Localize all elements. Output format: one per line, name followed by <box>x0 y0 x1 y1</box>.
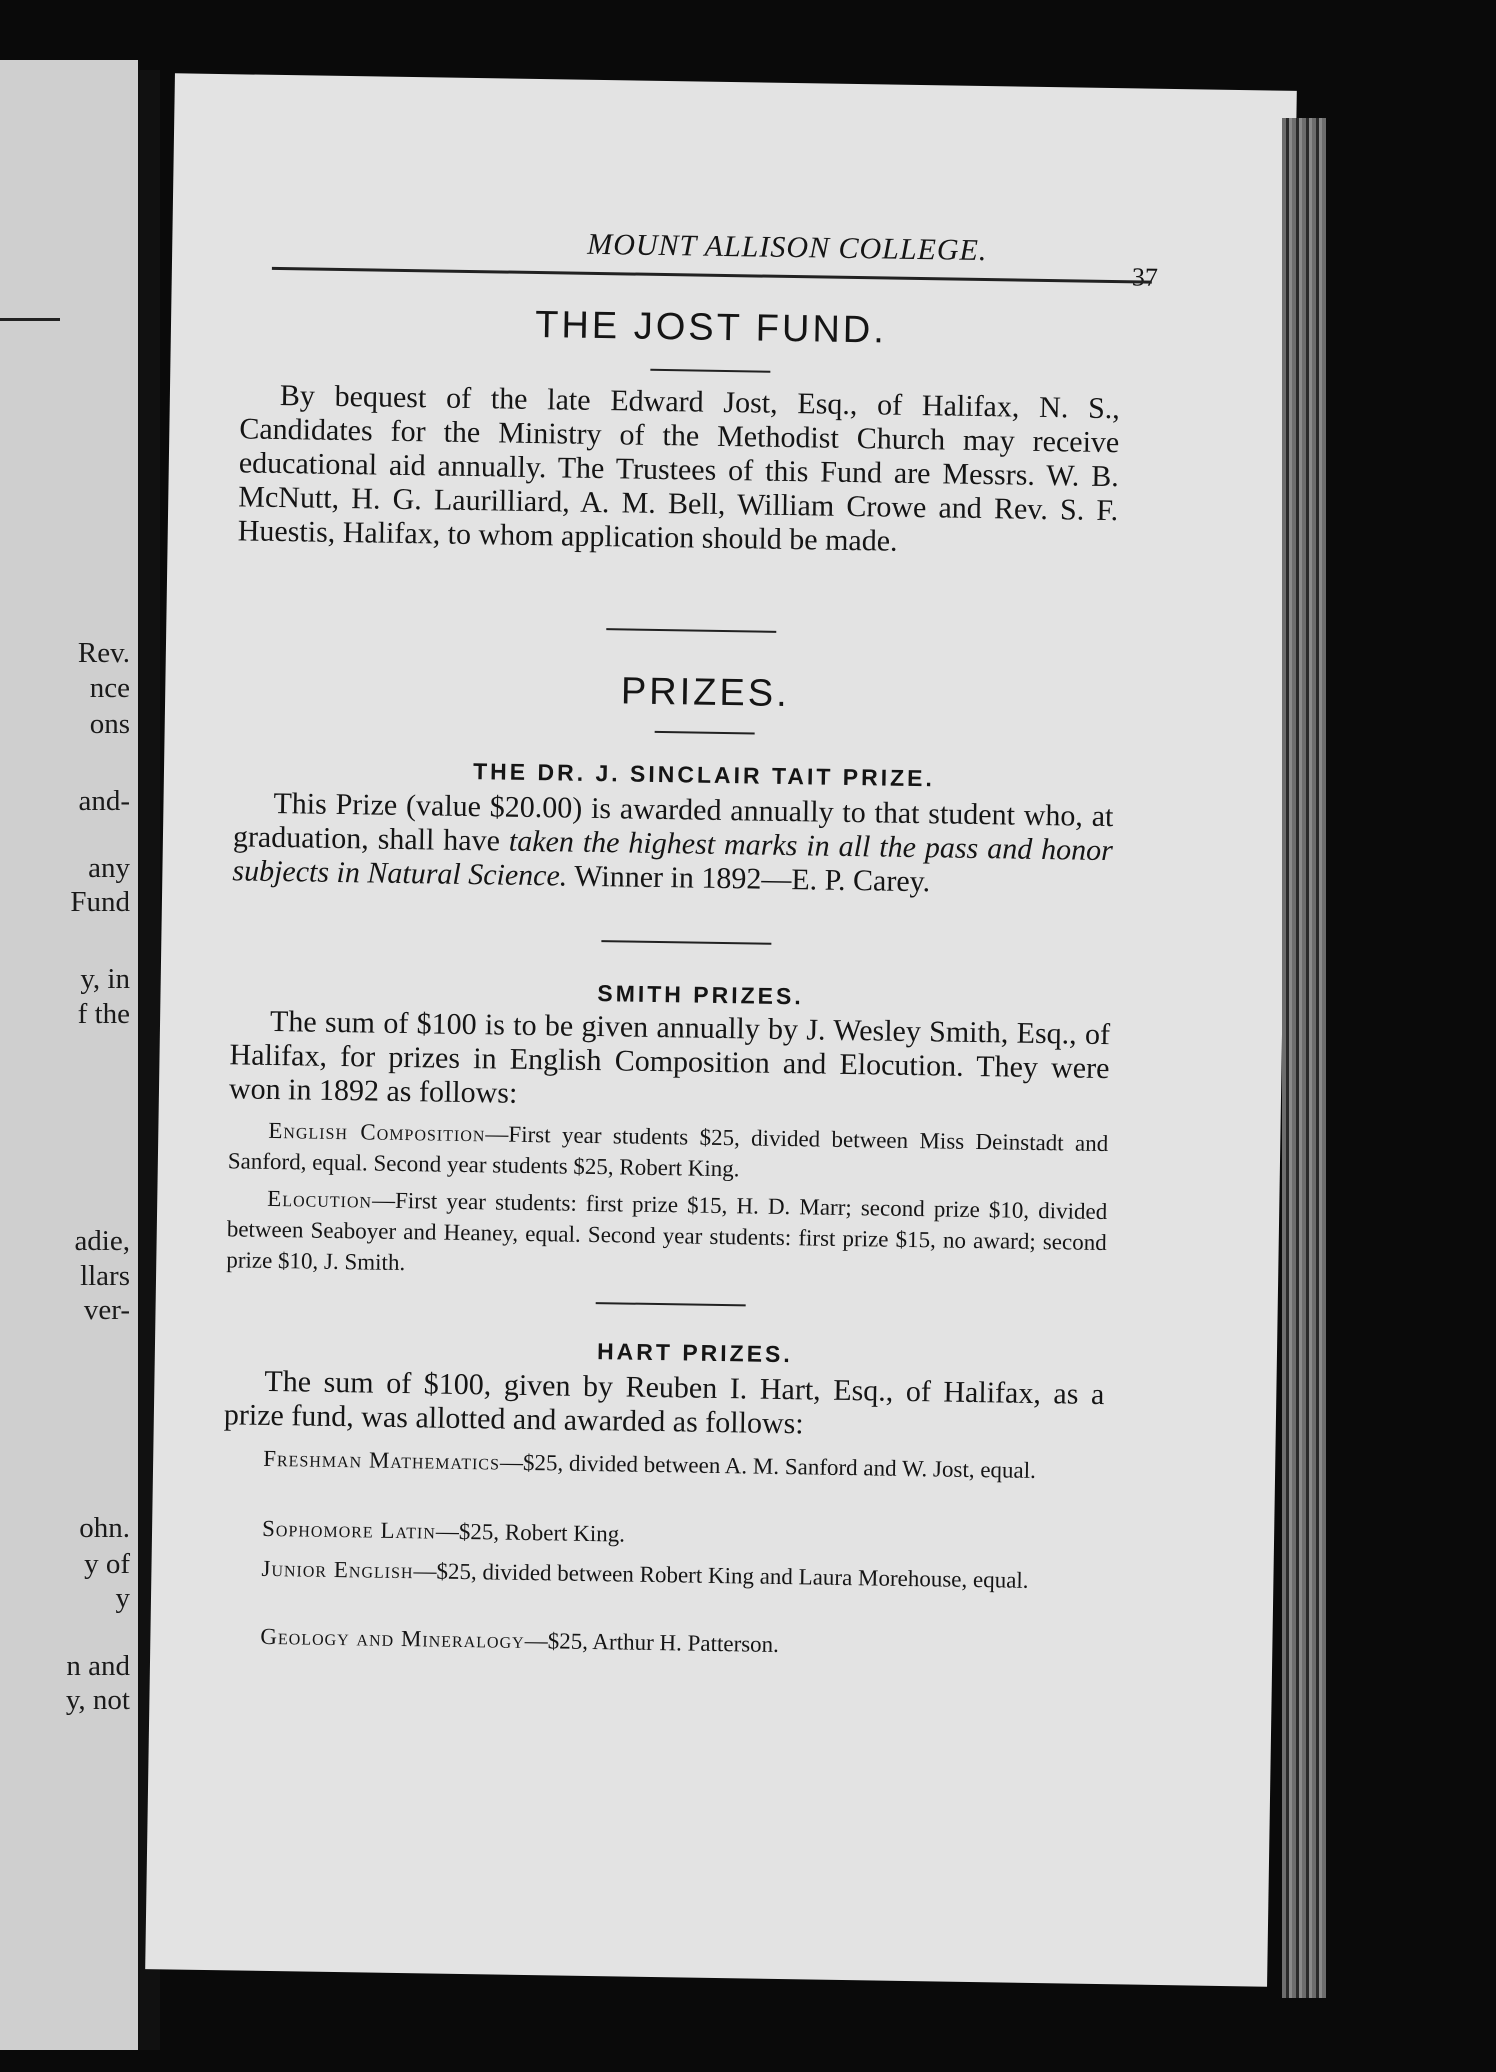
left-page-fragment: Rev. <box>77 637 130 669</box>
tait-prize-text: This Prize (value $20.00) is awarded annually to that student who, at graduation, shall have <box>232 786 1114 858</box>
header-rule <box>272 267 1152 284</box>
prizes-heading: PRIZES. <box>620 670 791 716</box>
entry-label: English Composition <box>268 1117 486 1147</box>
left-page-fragment: llars <box>80 1260 130 1292</box>
left-page-fragment: and- <box>78 785 130 817</box>
hart-prize-entry <box>223 1442 1103 1487</box>
smith-prize-entry <box>226 1182 1107 1289</box>
entry-label: Junior English <box>261 1555 414 1584</box>
page-stack-edge <box>1282 118 1326 1998</box>
hart-prize-entry <box>220 1620 1100 1665</box>
left-page-fragment: y <box>115 1582 130 1614</box>
left-page-fragment: n and <box>66 1650 130 1682</box>
smith-prizes-paragraph: The sum of $100 is to be given annually by J. Wesley Smith, Esq., of Halifax, for prizes in English Composition and Elocution. They were won in 1892 as follows: <box>228 1004 1111 1110</box>
divider-rule <box>655 731 755 735</box>
left-facing-page <box>0 60 138 2050</box>
tait-prize-heading: THE DR. J. SINCLAIR TAIT PRIZE. <box>472 758 936 792</box>
jost-fund-heading: THE JOST FUND. <box>534 303 888 352</box>
left-page-fragment: nce <box>89 672 130 704</box>
divider-rule <box>650 369 770 373</box>
smith-prizes-heading: SMITH PRIZES. <box>597 980 804 1010</box>
left-page-fragment: ver- <box>83 1294 130 1326</box>
left-page-fragment: f the <box>77 998 130 1030</box>
entry-text: —First year students $25, divided between Miss Deinstadt and Sanford, equal. Second year students $25, Robert King. <box>227 1121 1109 1182</box>
entry-label: Sophomore Latin <box>261 1515 437 1544</box>
tait-prize-paragraph <box>232 786 1113 902</box>
hart-prize-entry <box>222 1512 1102 1557</box>
left-page-fragment: y, not <box>65 1684 130 1716</box>
entry-label: Elocution <box>267 1185 373 1213</box>
left-page-fragment: adie, <box>74 1225 130 1257</box>
hart-prize-entry <box>221 1552 1101 1597</box>
left-page-fragment: y, in <box>80 963 130 995</box>
entry-text: —$25, divided between Robert King and Laura Morehouse, equal. <box>413 1558 1029 1593</box>
entry-label: Freshman Mathematics <box>263 1445 501 1475</box>
entry-label: Geology and Mineralogy <box>260 1623 525 1653</box>
hart-prizes-heading: HART PRIZES. <box>596 1338 793 1368</box>
entry-text: —$25, Robert King. <box>435 1518 626 1547</box>
left-page-fragment: y of <box>84 1548 130 1580</box>
tait-prize-criteria: taken the highest marks in all the pass and honor subjects in Natural Science. <box>232 824 1114 893</box>
hart-prizes-paragraph: The sum of $100, given by Reuben I. Hart, Esq., of Halifax, as a prize fund, was allotted and awarded as follows: <box>223 1364 1105 1441</box>
tait-prize-winner: Winner in 1892—E. P. Carey. <box>567 859 931 899</box>
divider-rule <box>606 628 776 633</box>
left-page-fragment: ohn. <box>79 1512 130 1544</box>
page-number: 37 <box>1131 262 1159 292</box>
entry-text: —First year students: first prize $15, H. D. Marr; second prize $10, divided between Seaboyer and Heaney, equal. Second year students: first prize $15, no award; second prize $10, J. Smith. <box>226 1187 1108 1276</box>
smith-prize-entry <box>228 1114 1109 1190</box>
entry-text: —$25, Arthur H. Patterson. <box>524 1627 780 1657</box>
book-page <box>145 73 1297 1986</box>
left-page-fragment: Fund <box>70 886 130 918</box>
left-page-fragment: ons <box>89 708 130 740</box>
divider-rule <box>596 1302 746 1306</box>
running-head: MOUNT ALLISON COLLEGE. <box>586 227 988 268</box>
left-page-rule <box>0 318 60 321</box>
entry-text: —$25, divided between A. M. Sanford and W. Jost, equal. <box>499 1449 1037 1483</box>
divider-rule <box>601 940 771 945</box>
left-page-fragment: any <box>88 852 130 884</box>
jost-fund-paragraph: By bequest of the late Edward Jost, Esq., of Halifax, N. S., Candidates for the Ministry of the Methodist Church may receive educational aid annually. The Trustees of this Fund are Messrs. W. B. McNutt, H. G. Laurilliard, A. M. Bell, William Crowe and Rev. S. F. Huestis, Halifax, to whom application should be made. <box>237 378 1121 558</box>
